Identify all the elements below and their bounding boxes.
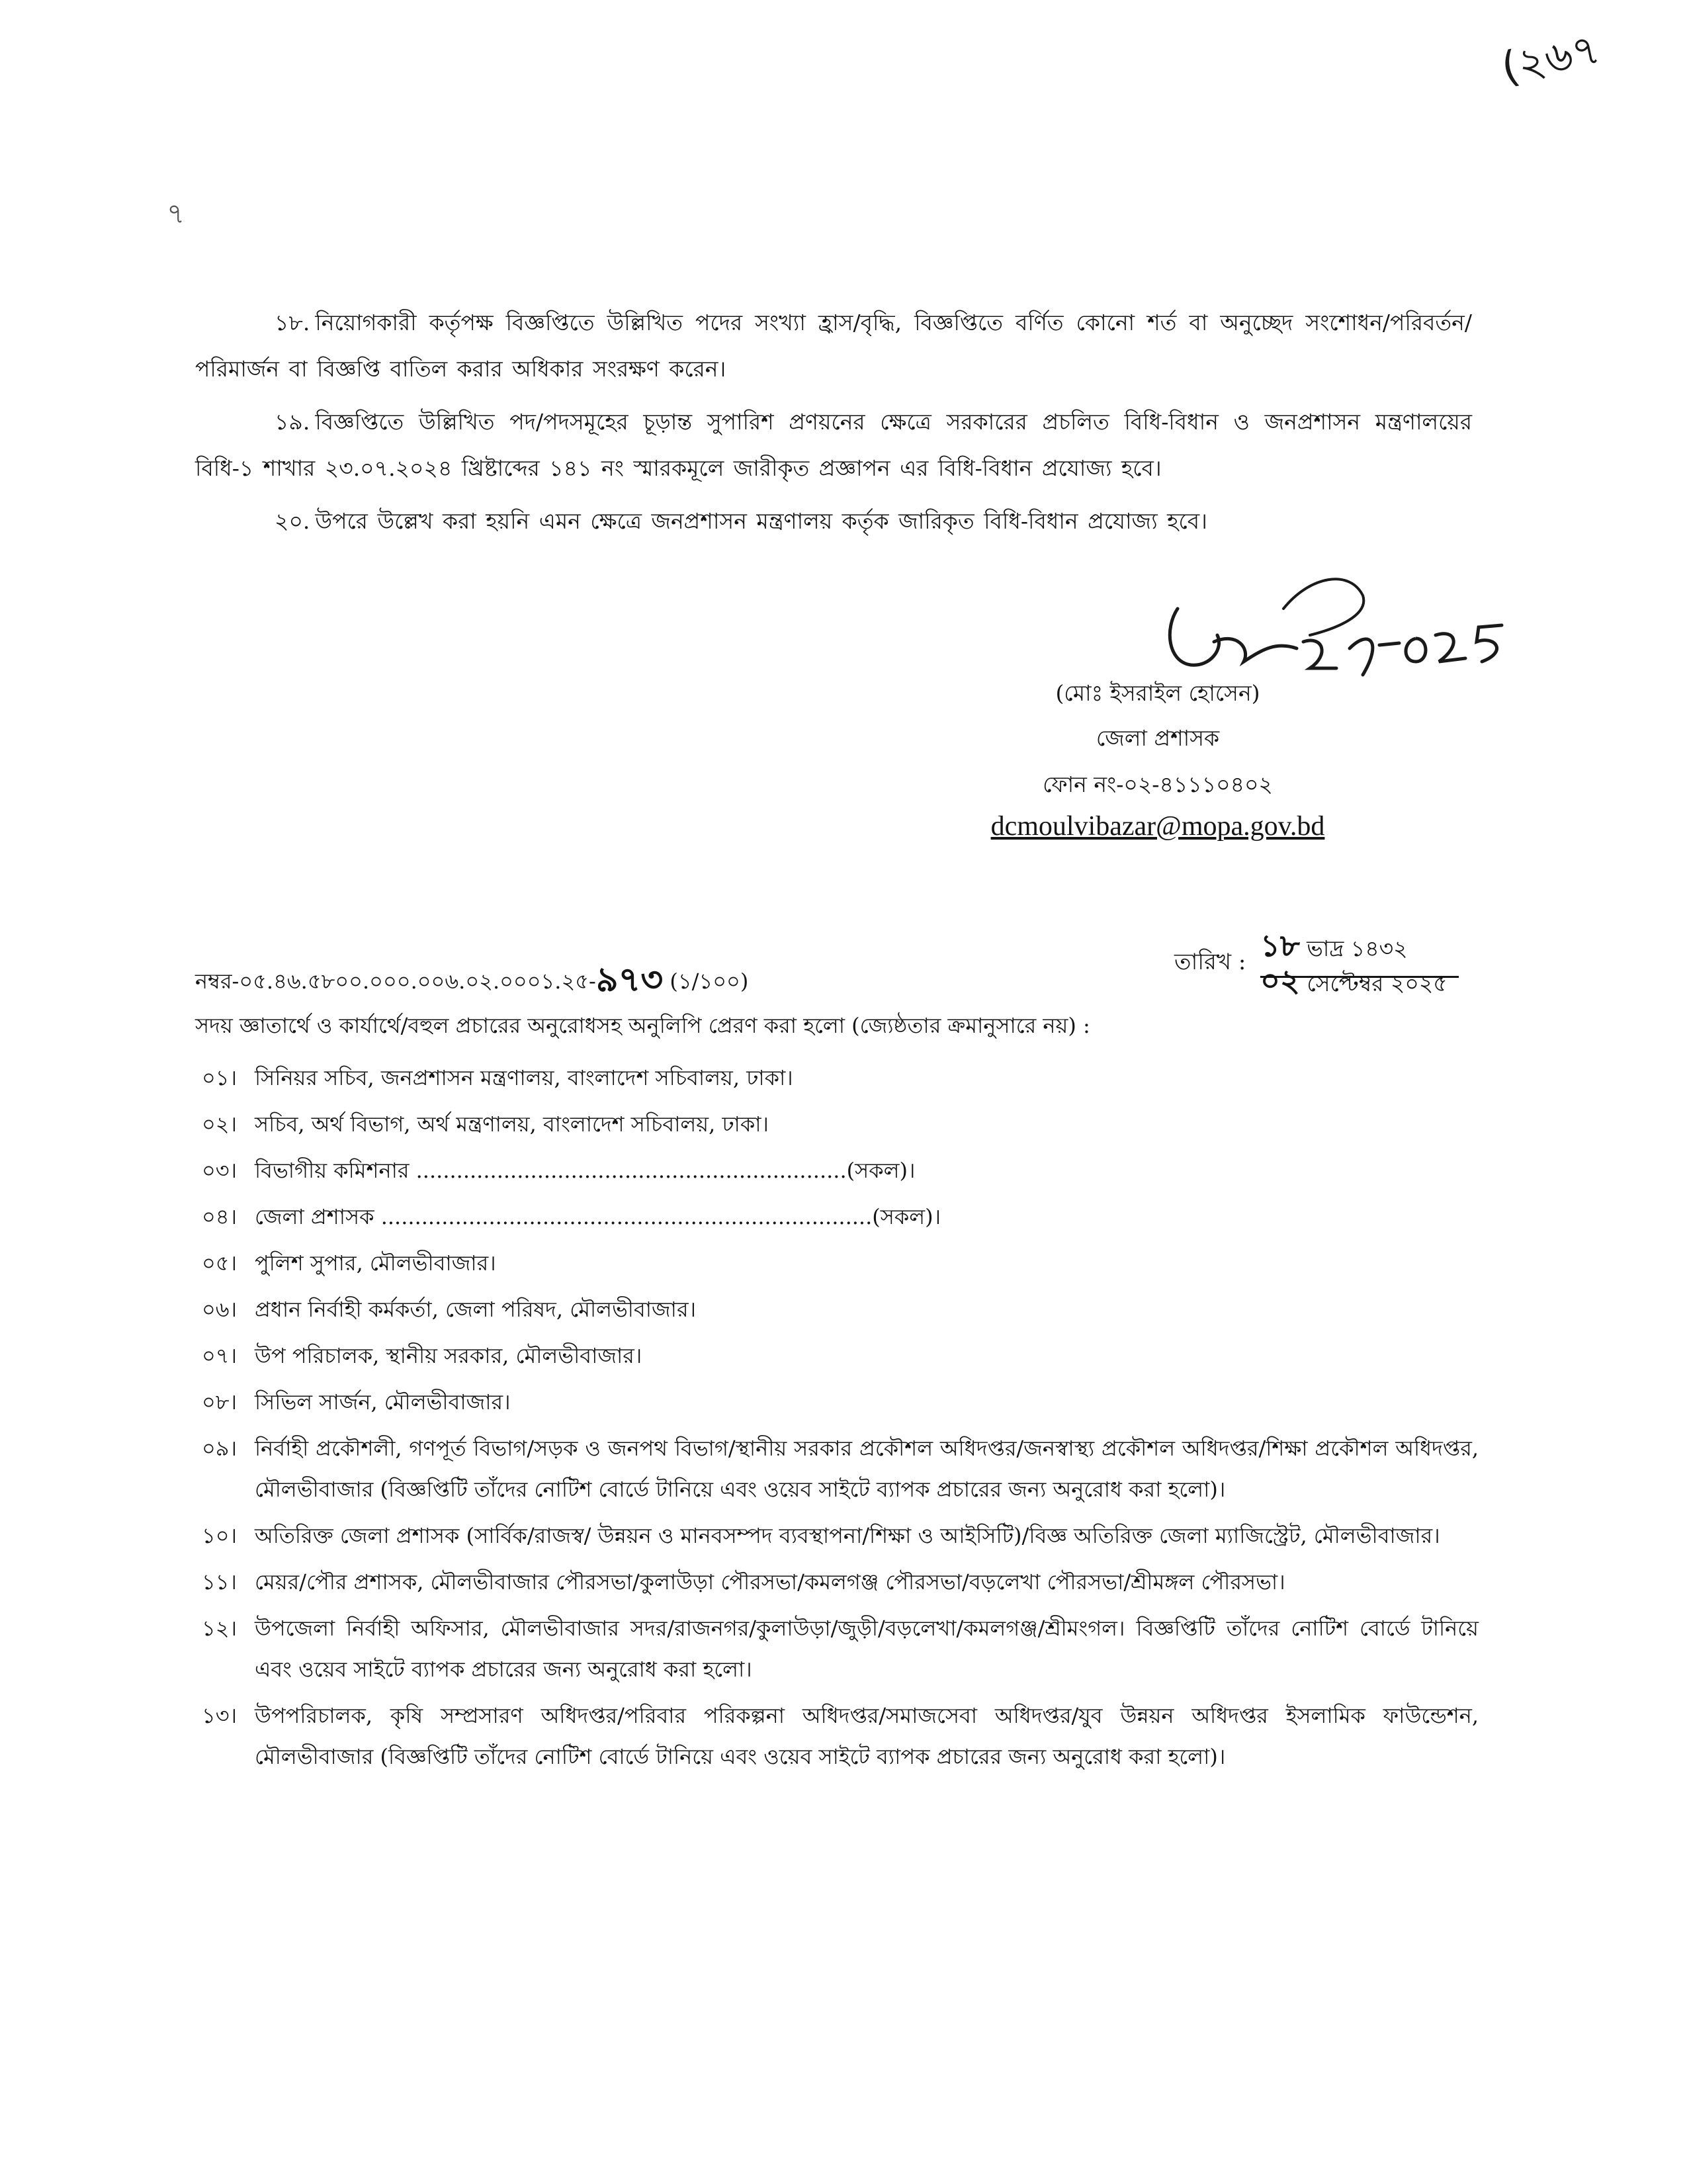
- list-item-text: প্রধান নির্বাহী কর্মকর্তা, জেলা পরিষদ, মৌলভীবাজার।: [255, 1297, 697, 1322]
- list-item-number: ১১।: [202, 1569, 237, 1594]
- list-item-text: জেলা প্রশাসক .........................................................................(সকল)।: [255, 1204, 941, 1229]
- list-item: [202, 1608, 1479, 1690]
- list-item: [202, 1289, 1479, 1330]
- list-item-number: ১২।: [202, 1616, 238, 1641]
- list-item-text: উপ পরিচালক, স্থানীয় সরকার, মৌলভীবাজার।: [255, 1343, 642, 1368]
- list-item-number: ০৯।: [202, 1436, 238, 1461]
- list-item-number: ০৪।: [202, 1204, 238, 1229]
- date-english-month-year: সেপ্টেম্বর ২০২৫: [1307, 971, 1448, 996]
- list-item-text: উপজেলা নির্বাহী অফিসার, মৌলভীবাজার সদর/রাজনগর/কুলাউড়া/জুড়ী/বড়লেখা/কমলগঞ্জ/শ্রীমংগল। বিজ্ঞপ্তিটি তাঁদের নোটিশ বোর্ডে টানিয়ে এবং ওয়েব সাইটে ব্যাপক প্রচারের জন্য অনুরোধ করা হলো।: [255, 1616, 1479, 1682]
- stray-handwritten-mark: ৭: [167, 197, 185, 230]
- list-item-number: ১৩।: [202, 1703, 238, 1728]
- list-item: [202, 1335, 1479, 1376]
- list-item: [202, 1515, 1479, 1556]
- memo-number: [195, 953, 748, 1010]
- memo-handwritten-number: ৯৭৩: [595, 960, 664, 1000]
- list-item-number: ০৫।: [202, 1250, 238, 1276]
- list-item: [202, 1695, 1479, 1777]
- list-item-number: ০৮।: [202, 1389, 238, 1415]
- handwritten-page-number: (২৬৭: [1497, 24, 1604, 93]
- list-item: [202, 1150, 1479, 1191]
- list-item-text: অতিরিক্ত জেলা প্রশাসক (সার্বিক/রাজস্ব/ উন্নয়ন ও মানবসম্পদ ব্যবস্থাপনা/শিক্ষা ও আইসিটি)/বিজ্ঞ অতিরিক্ত জেলা ম্যাজিস্ট্রেট, মৌলভীবাজার।: [255, 1523, 1440, 1548]
- list-item-number: ০৩।: [202, 1158, 238, 1183]
- list-item: [202, 1196, 1479, 1237]
- list-item: [202, 1381, 1479, 1422]
- memo-suffix: (১/১০০): [670, 969, 749, 994]
- list-item-text: নির্বাহী প্রকৌশলী, গণপূর্ত বিভাগ/সড়ক ও জনপথ বিভাগ/স্থানীয় সরকার প্রকৌশল অধিদপ্তর/জনস্বাস্থ্য প্রকৌশল অধিদপ্তর/শিক্ষা প্রকৌশল অধিদপ্তর, মৌলভীবাজার (বিজ্ঞপ্তিটি তাঁদের নোটিশ বোর্ডে টানিয়ে এবং ওয়েব সাইটে ব্যাপক প্রচারের জন্য অনুরোধ করা হলো)।: [255, 1436, 1479, 1502]
- list-item-number: ০২।: [202, 1112, 238, 1137]
- date-bangla-month-year: ভাদ্র ১৪৩২: [1307, 936, 1408, 961]
- list-item-number: ০৭।: [202, 1343, 238, 1368]
- distribution-intro: সদয় জ্ঞাতার্থে ও কার্যার্থে/বহুল প্রচারের অনুরোধসহ অনুলিপি প্রেরণ করা হলো (জ্যেষ্ঠতার ক্রমানুসারে নয়) :: [195, 1013, 1090, 1038]
- clause-number: ১৯.: [275, 409, 310, 435]
- list-item-text: সচিব, অর্থ বিভাগ, অর্থ মন্ত্রণালয়, বাংলাদেশ সচিবালয়, ঢাকা।: [255, 1112, 769, 1137]
- list-item-number: ০১।: [202, 1065, 238, 1090]
- list-item-number: ০৬।: [202, 1297, 238, 1322]
- list-item-text: সিনিয়র সচিব, জনপ্রশাসন মন্ত্রণালয়, বাংলাদেশ সচিবালয়, ঢাকা।: [255, 1065, 793, 1090]
- list-item: [202, 1428, 1479, 1510]
- list-item-text: মেয়র/পৌর প্রশাসক, মৌলভীবাজার পৌরসভা/কুলাউড়া পৌরসভা/কমলগঞ্জ পৌরসভা/বড়লেখা পৌরসভা/শ্রীমঙ্গল পৌরসভা।: [255, 1569, 1285, 1594]
- date-english-day: ০২: [1260, 963, 1300, 998]
- handwritten-signature: [1151, 569, 1522, 681]
- clause-text: উপরে উল্লেখ করা হয়নি এমন ক্ষেত্রে জনপ্রশাসন মন্ত্রণালয় কর্তৃক জারিকৃত বিধি-বিধান প্রযোজ্য হবে।: [315, 508, 1207, 534]
- distribution-list: [202, 1057, 1479, 1782]
- list-item: [202, 1104, 1479, 1145]
- memo-prefix: নম্বর-০৫.৪৬.৫৮০০.০০০.০০৬.০২.০০০১.২৫-: [195, 969, 596, 994]
- clause-text: বিজ্ঞপ্তিতে উল্লিখিত পদ/পদসমূহের চূড়ান্ত সুপারিশ প্রণয়নের ক্ষেত্রে সরকারের প্রচলিত বিধি-বিধান ও জনপ্রশাসন মন্ত্রণালয়ের বিধি-১ শাখার ২৩.০৭.২০২৪ খ্রিষ্টাব্দের ১৪১ নং স্মারকমূলে জারীকৃত প্রজ্ঞাপন এর বিধি-বিধান প্রযোজ্য হবে।: [195, 409, 1472, 481]
- signatory-title: জেলা প্রশাসক: [1096, 725, 1220, 751]
- clause-20: [275, 498, 1472, 545]
- clause-text: নিয়োগকারী কর্তৃপক্ষ বিজ্ঞপ্তিতে উল্লিখিত পদের সংখ্যা হ্রাস/বৃদ্ধি, বিজ্ঞপ্তিতে বর্ণিত কোনো শর্ত বা অনুচ্ছেদ সংশোধন/পরিবর্তন/ পরিমার্জন বা বিজ্ঞপ্তি বাতিল করার অধিকার সংরক্ষণ করেন।: [195, 310, 1472, 382]
- list-item: [202, 1057, 1479, 1098]
- list-item-text: উপপরিচালক, কৃষি সম্প্রসারণ অধিদপ্তর/পরিবার পরিকল্পনা অধিদপ্তর/সমাজসেবা অধিদপ্তর/যুব উন্নয়ন অধিদপ্তর ইসলামিক ফাউন্ডেশন, মৌলভীবাজার (বিজ্ঞপ্তিটি তাঁদের নোটিশ বোর্ডে টানিয়ে এবং ওয়েব সাইটে ব্যাপক প্রচারের জন্য অনুরোধ করা হলো)।: [255, 1703, 1479, 1769]
- list-item-text: পুলিশ সুপার, মৌলভীবাজার।: [255, 1250, 496, 1276]
- signatory-email: dcmoulvibazar@mopa.gov.bd: [990, 811, 1325, 842]
- date-english: [1260, 958, 1472, 1008]
- clause-number: ১৮.: [275, 310, 310, 335]
- signatory-phone: ফোন নং-০২-৪১১১০৪০২: [1043, 771, 1273, 797]
- date-label: তারিখ :: [1174, 949, 1246, 975]
- list-item-text: সিভিল সার্জন, মৌলভীবাজার।: [255, 1389, 511, 1415]
- date-bangla-day: ১৮: [1260, 928, 1300, 963]
- list-item: [202, 1561, 1479, 1602]
- list-item-number: ১০।: [202, 1523, 238, 1548]
- clause-number: ২০.: [275, 508, 310, 534]
- list-item: [202, 1243, 1479, 1284]
- clause-19: [195, 399, 1472, 492]
- signatory-name: (মোঃ ইসরাইল হোসেন): [1055, 680, 1260, 706]
- clause-18: [195, 300, 1472, 392]
- list-item-text: বিভাগীয় কমিশনার ................................................................(সকল)।: [255, 1158, 916, 1183]
